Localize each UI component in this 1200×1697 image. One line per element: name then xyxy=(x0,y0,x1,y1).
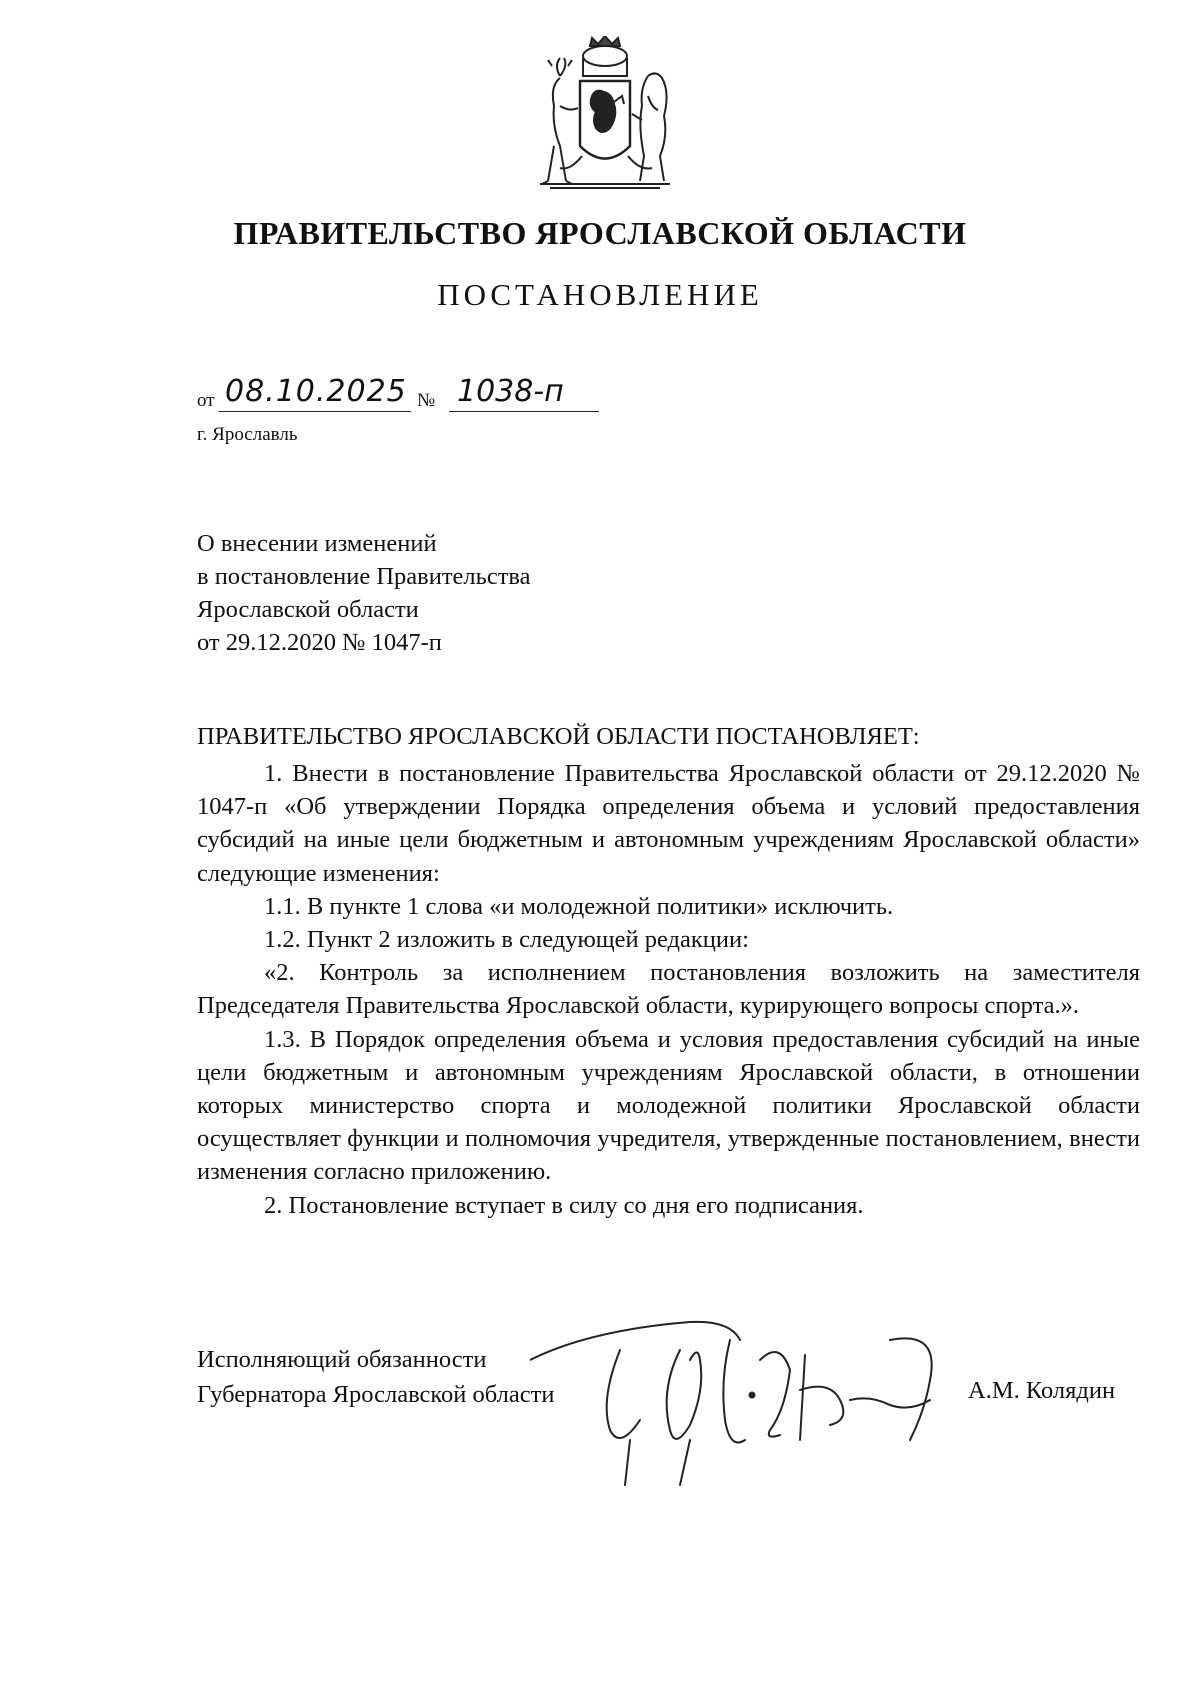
position-line: Исполняющий обязанности xyxy=(197,1346,487,1373)
paragraph: 1.2. Пункт 2 изложить в следующей редакции: xyxy=(264,926,749,954)
number-prefix: № xyxy=(417,390,436,411)
registration-line xyxy=(197,374,617,418)
signatory-position xyxy=(197,1342,554,1412)
paragraph: «2. Контроль за исполнением постановления возложить на заместителя Председателя Правительства Ярославской области, курирующего вопросы спорта.». xyxy=(197,959,1140,1020)
signatory-name: А.М. Колядин xyxy=(968,1377,1116,1404)
document-subject xyxy=(197,527,531,659)
subject-line: в постановление Правительства xyxy=(197,563,531,590)
document-date: 08.10.2025 xyxy=(219,374,411,412)
position-line: Губернатора Ярославской области xyxy=(197,1381,555,1408)
document-type: ПОСТАНОВЛЕНИЕ xyxy=(437,277,763,312)
document-body xyxy=(197,757,1140,1222)
document-number: 1038-п xyxy=(449,374,599,412)
paragraph: 1.3. В Порядок определения объема и условия предоставления субсидий на иные цели бюджетным и автономным учреждениям Ярославской области, в отношении которых министерство спорта и молодежной политики Ярославской области осуществляет функции и полномочия учредителя, утвержденные постановлением, внести изменения согласно приложению. xyxy=(197,1025,1140,1186)
subject-line: от 29.12.2020 № 1047-п xyxy=(197,629,442,656)
city: г. Ярославль xyxy=(197,424,298,445)
subject-line: О внесении изменений xyxy=(197,530,437,557)
paragraph: 2. Постановление вступает в силу со дня его подписания. xyxy=(264,1191,864,1219)
date-prefix: от xyxy=(197,390,215,411)
paragraph: 1. Внести в постановление Правительства Ярославской области от 29.12.2020 № 1047-п «Об утверждении Порядка определения объема и условий предоставления субсидий на иные цели бюджетным и автономным учреждениям Ярославской области» следующие изменения: xyxy=(197,760,1140,887)
paragraph: 1.1. В пункте 1 слова «и молодежной политики» исключить. xyxy=(264,892,894,920)
signature-icon xyxy=(530,1300,970,1500)
org-title: ПРАВИТЕЛЬСТВО ЯРОСЛАВСКОЙ ОБЛАСТИ xyxy=(233,215,967,251)
coat-of-arms-icon xyxy=(530,36,680,196)
subject-line: Ярославской области xyxy=(197,596,419,623)
decree-heading: ПРАВИТЕЛЬСТВО ЯРОСЛАВСКОЙ ОБЛАСТИ ПОСТАНОВЛЯЕТ: xyxy=(197,723,920,750)
